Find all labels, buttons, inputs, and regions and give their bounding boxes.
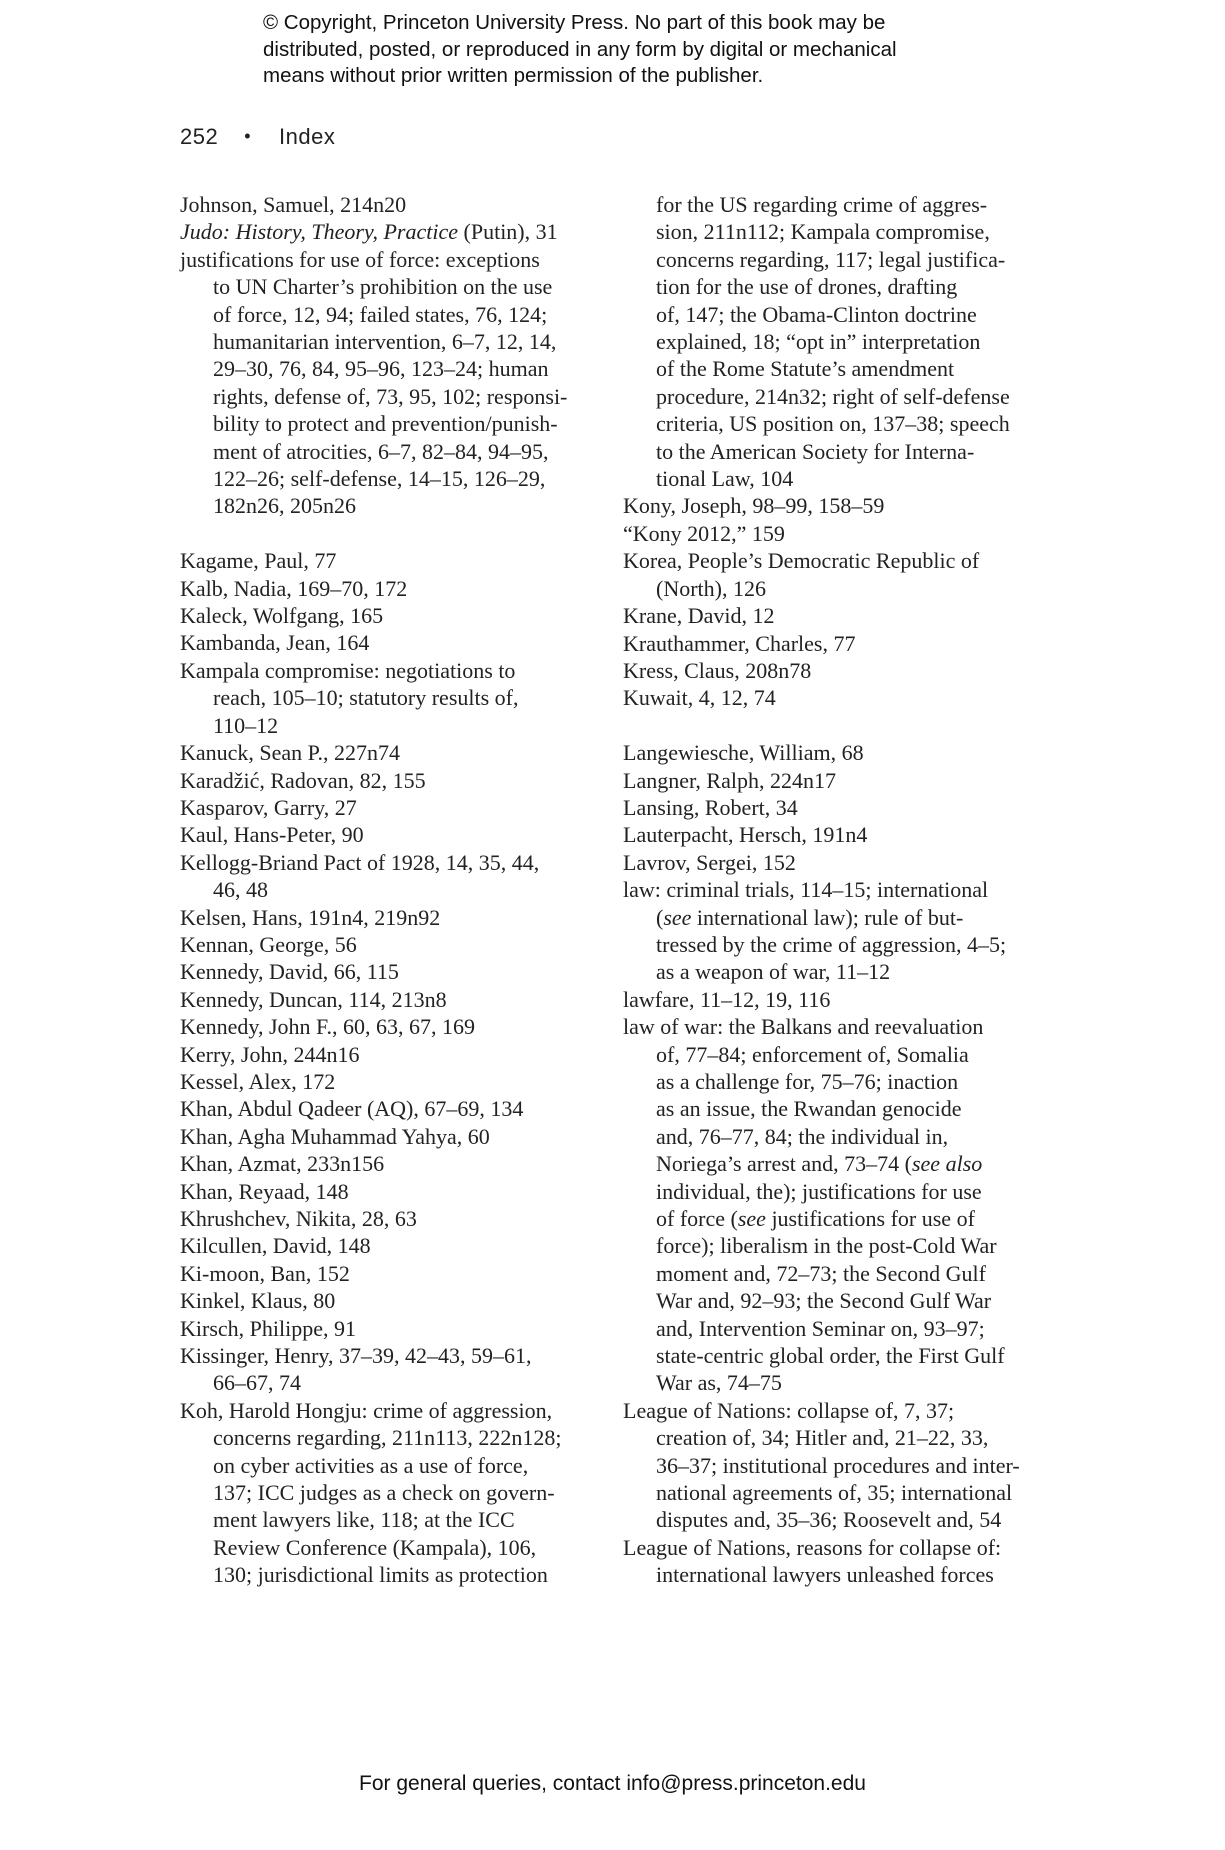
index-line: Khan, Abdul Qadeer (AQ), 67–69, 134 [180, 1096, 524, 1122]
index-line: Koh, Harold Hongju: crime of aggression, [180, 1397, 553, 1423]
index-entry [623, 739, 1048, 766]
index-entry [623, 630, 1048, 657]
index-line: law of war: the Balkans and reevaluation [623, 1014, 984, 1040]
index-line: Kennedy, Duncan, 114, 213n8 [180, 986, 447, 1012]
index-line: Kelsen, Hans, 191n4, 219n92 [180, 904, 441, 930]
index-line: Judo: History, Theory, Practice (Putin), 31 [180, 219, 558, 245]
index-line: international lawyers unleashed forces [656, 1562, 994, 1588]
index-line: and, Intervention Seminar on, 93–97; [656, 1315, 985, 1341]
index-line: as a challenge for, 75–76; inaction [656, 1068, 959, 1094]
index-line: state-centric global order, the First Gulf [656, 1343, 1005, 1369]
index-line: and, 76–77, 84; the individual in, [656, 1123, 949, 1149]
running-head [180, 124, 335, 150]
index-entry [180, 1068, 610, 1095]
index-line: Kirsch, Philippe, 91 [180, 1315, 356, 1341]
index-entry [180, 1315, 610, 1342]
index-line: Kinkel, Klaus, 80 [180, 1288, 336, 1314]
index-line: reach, 105–10; statutory results of, [213, 685, 519, 711]
index-entry [180, 629, 610, 656]
index-line: Kellogg-Briand Pact of 1928, 14, 35, 44, [180, 849, 540, 875]
index-line: 46, 48 [213, 877, 268, 903]
index-entry [180, 849, 610, 904]
index-entry [623, 794, 1048, 821]
index-line: on cyber activities as a use of force, [213, 1452, 529, 1478]
copyright-line: means without prior written permission of the publisher. [263, 64, 764, 87]
index-line: bility to protect and prevention/punish- [213, 411, 558, 437]
index-line: sion, 211n112; Kampala compromise, [656, 219, 990, 245]
index-line: national agreements of, 35; international [656, 1480, 1013, 1506]
index-line: creation of, 34; Hitler and, 21–22, 33, [656, 1425, 989, 1451]
index-column-right [623, 191, 1048, 1589]
index-line: explained, 18; “opt in” interpretation [656, 329, 981, 355]
index-entry [180, 1095, 610, 1122]
index-line: Lansing, Robert, 34 [623, 794, 798, 820]
index-line: humanitarian intervention, 6–7, 12, 14, [213, 329, 557, 355]
index-line: tional Law, 104 [656, 466, 794, 492]
index-line: Kennan, George, 56 [180, 931, 357, 957]
index-entry [623, 520, 1048, 547]
index-entry [180, 1342, 610, 1397]
index-line: Khan, Reyaad, 148 [180, 1178, 349, 1204]
index-line: law: criminal trials, 114–15; international [623, 877, 989, 903]
book-title: Judo: History, Theory, Practice [180, 219, 459, 245]
index-line: of, 77–84; enforcement of, Somalia [656, 1041, 969, 1067]
index-line: ment of atrocities, 6–7, 82–84, 94–95, [213, 438, 549, 464]
index-line: Ki-moon, Ban, 152 [180, 1260, 350, 1286]
index-line: lawfare, 11–12, 19, 116 [623, 986, 831, 1012]
index-line: 130; jurisdictional limits as protection [213, 1562, 548, 1588]
letter-group-gap [623, 712, 1048, 739]
index-line: concerns regarding, 117; legal justifica- [656, 246, 1006, 272]
index-line: Kaul, Hans-Peter, 90 [180, 822, 364, 848]
copyright-line: © Copyright, Princeton University Press. No part of this book may be [263, 11, 886, 34]
index-line: Review Conference (Kampala), 106, [213, 1534, 537, 1560]
index-entry [623, 602, 1048, 629]
letter-group-gap [180, 520, 610, 547]
index-line: of force, 12, 94; failed states, 76, 124; [213, 301, 548, 327]
index-line: Khan, Agha Muhammad Yahya, 60 [180, 1123, 490, 1149]
index-line: procedure, 214n32; right of self-defense [656, 383, 1010, 409]
index-entry [180, 904, 610, 931]
index-line: Langner, Ralph, 224n17 [623, 767, 836, 793]
index-line: Kalb, Nadia, 169–70, 172 [180, 575, 408, 601]
index-entry [180, 1178, 610, 1205]
index-line: “Kony 2012,” 159 [623, 520, 785, 546]
index-entry [180, 739, 610, 766]
index-line: Lauterpacht, Hersch, 191n4 [623, 822, 868, 848]
index-entry [623, 876, 1048, 986]
index-line: of, 147; the Obama-Clinton doctrine [656, 301, 977, 327]
index-entry [180, 1150, 610, 1177]
index-entry [623, 657, 1048, 684]
index-entry [180, 958, 610, 985]
index-entry [623, 684, 1048, 711]
copyright-line: distributed, posted, or reproduced in any form by digital or mechanical [263, 37, 897, 61]
bullet-separator: • [244, 126, 252, 146]
index-line: to the American Society for Interna- [656, 438, 975, 464]
index-entry [180, 547, 610, 574]
index-line: ment lawyers like, 118; at the ICC [213, 1507, 515, 1533]
index-entry [623, 1534, 1048, 1589]
index-line: 137; ICC judges as a check on govern- [213, 1480, 555, 1506]
index-line: Kennedy, David, 66, 115 [180, 959, 399, 985]
index-entry [180, 767, 610, 794]
index-entry [180, 1123, 610, 1150]
index-line: rights, defense of, 73, 95, 102; responsi- [213, 383, 568, 409]
index-line: Kaleck, Wolfgang, 165 [180, 603, 384, 629]
index-line: criteria, US position on, 137–38; speech [656, 411, 1010, 437]
index-entry [180, 657, 610, 739]
index-line: League of Nations, reasons for collapse of: [623, 1534, 1002, 1560]
index-entry [180, 1205, 610, 1232]
index-column-left [180, 191, 610, 1589]
index-line: Khrushchev, Nikita, 28, 63 [180, 1206, 417, 1232]
index-line: Noriega’s arrest and, 73–74 (see also [656, 1151, 983, 1177]
index-line: Kony, Joseph, 98–99, 158–59 [623, 493, 885, 519]
index-entry [180, 1041, 610, 1068]
index-line: Kessel, Alex, 172 [180, 1068, 336, 1094]
index-entry [180, 821, 610, 848]
index-line: moment and, 72–73; the Second Gulf [656, 1260, 986, 1286]
index-entry [623, 492, 1048, 519]
index-entry [623, 849, 1048, 876]
index-line: Kanuck, Sean P., 227n74 [180, 740, 400, 766]
index-entry [180, 931, 610, 958]
index-line: 122–26; self-defense, 14–15, 126–29, [213, 466, 546, 492]
index-line: Krane, David, 12 [623, 603, 775, 629]
index-line: tion for the use of drones, drafting [656, 274, 958, 300]
index-entry [180, 1260, 610, 1287]
index-line: Kampala compromise: negotiations to [180, 657, 516, 683]
index-line: Kilcullen, David, 148 [180, 1233, 371, 1259]
index-line: of force (see justifications for use of [656, 1206, 975, 1232]
index-entry [623, 1397, 1048, 1534]
footer-contact: For general queries, contact info@press.princeton.edu [359, 1772, 866, 1795]
index-line: Kissinger, Henry, 37–39, 42–43, 59–61, [180, 1343, 532, 1369]
index-line: Kress, Claus, 208n78 [623, 657, 812, 683]
index-line: tressed by the crime of aggression, 4–5; [656, 931, 1007, 957]
index-entry [180, 246, 610, 520]
index-line: 110–12 [213, 712, 279, 738]
index-entry [180, 1397, 610, 1589]
index-line: Johnson, Samuel, 214n20 [180, 192, 407, 217]
index-entry [180, 1013, 610, 1040]
index-line: Khan, Azmat, 233n156 [180, 1151, 385, 1177]
index-line: force); liberalism in the post-Cold War [656, 1233, 997, 1259]
index-line: Karadžić, Radovan, 82, 155 [180, 767, 426, 793]
index-entry [623, 986, 1048, 1013]
index-line: as an issue, the Rwandan genocide [656, 1096, 962, 1122]
page-number: 252 [180, 124, 219, 149]
index-line: 66–67, 74 [213, 1370, 301, 1396]
index-entry [180, 191, 610, 218]
index-line: concerns regarding, 211n113, 222n128; [213, 1425, 562, 1451]
index-entry [623, 1013, 1048, 1397]
index-line: 182n26, 205n26 [213, 493, 356, 519]
index-entry [180, 575, 610, 602]
index-line: (North), 126 [656, 575, 766, 601]
index-entry [180, 218, 610, 245]
index-entry [180, 794, 610, 821]
index-line: to UN Charter’s prohibition on the use [213, 274, 553, 300]
index-line: Korea, People’s Democratic Republic of [623, 548, 980, 574]
index-line: individual, the); justifications for use [656, 1178, 982, 1204]
index-line: Langewiesche, William, 68 [623, 740, 864, 766]
index-entry-continuation [623, 191, 1048, 492]
index-entry [180, 1287, 610, 1314]
index-line: Kagame, Paul, 77 [180, 548, 337, 574]
index-line: 29–30, 76, 84, 95–96, 123–24; human [213, 356, 549, 382]
index-entry [623, 767, 1048, 794]
index-entry [180, 986, 610, 1013]
index-line: War as, 74–75 [656, 1370, 782, 1396]
index-line: Kennedy, John F., 60, 63, 67, 169 [180, 1014, 476, 1040]
index-line: 36–37; institutional procedures and inter- [656, 1452, 1020, 1478]
index-line: justifications for use of force: exceptions [180, 246, 540, 272]
index-entry [180, 602, 610, 629]
copyright-notice [263, 10, 1023, 90]
index-line: Lavrov, Sergei, 152 [623, 849, 796, 875]
index-line: for the US regarding crime of aggres- [656, 192, 988, 217]
index-line: League of Nations: collapse of, 7, 37; [623, 1397, 955, 1423]
index-entry [623, 821, 1048, 848]
index-line: Krauthammer, Charles, 77 [623, 630, 856, 656]
index-line: (see international law); rule of but- [656, 904, 964, 930]
section-title: Index [279, 124, 336, 149]
index-entry [623, 547, 1048, 602]
index-line: Kambanda, Jean, 164 [180, 630, 370, 656]
index-line: War and, 92–93; the Second Gulf War [656, 1288, 992, 1314]
index-line: Kerry, John, 244n16 [180, 1041, 360, 1067]
index-line: of the Rome Statute’s amendment [656, 356, 955, 382]
index-entry [180, 1232, 610, 1259]
index-line: as a weapon of war, 11–12 [656, 959, 891, 985]
index-line: Kuwait, 4, 12, 74 [623, 685, 776, 711]
index-line: disputes and, 35–36; Roosevelt and, 54 [656, 1507, 1002, 1533]
index-line: Kasparov, Garry, 27 [180, 794, 357, 820]
